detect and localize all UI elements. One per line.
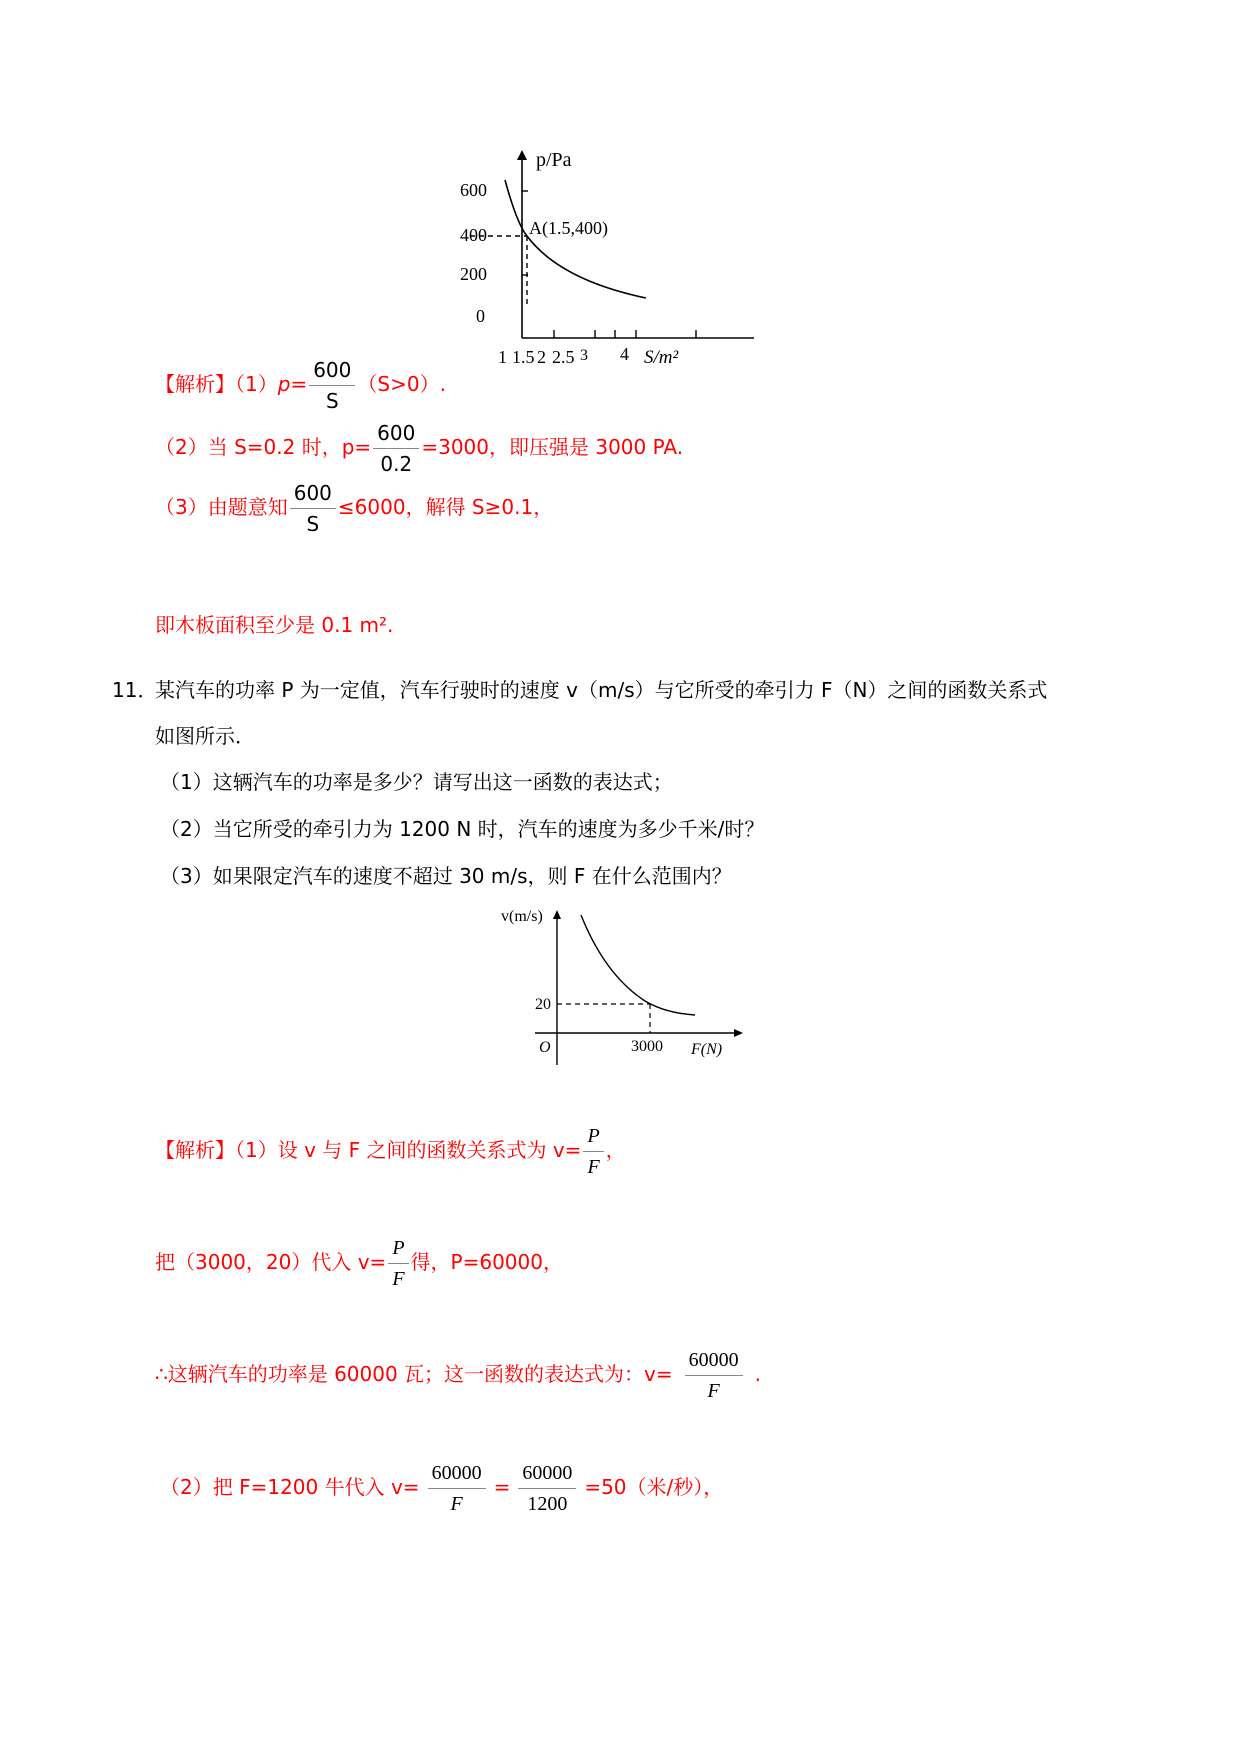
fraction: $\frac{60000}{F}$ bbox=[428, 1461, 486, 1516]
x-axis-arrow bbox=[734, 1029, 743, 1037]
y-tick-label: 600 bbox=[460, 180, 487, 200]
solution2-line2: 把（3000，20）代入 v= $\frac{P}{F}$ 得，P=60000， bbox=[155, 1237, 563, 1290]
x-tick-label: 2.5 bbox=[552, 347, 575, 367]
y-tick-label: 0 bbox=[476, 306, 485, 326]
origin-label: O bbox=[539, 1039, 551, 1056]
x-tick-label: 3 bbox=[580, 347, 588, 364]
analysis-label: 【解析】（1）设 v 与 F 之间的函数关系式为 v= bbox=[155, 1138, 582, 1162]
y-tick-label: 400 bbox=[460, 225, 487, 245]
y-axis-label: p/Pa bbox=[536, 149, 572, 171]
fraction: $\frac{600}{S}$ bbox=[309, 358, 355, 413]
velocity-force-graph bbox=[495, 905, 745, 1075]
y-axis-arrow bbox=[553, 910, 561, 919]
point-a-label: A(1.5,400) bbox=[529, 218, 608, 238]
solution1-line4: 即木板面积至少是 0.1 m². bbox=[155, 613, 394, 637]
question-part1: （1）这辆汽车的功率是多少？请写出这一函数的表达式； bbox=[160, 770, 673, 794]
x-axis-label: F(N) bbox=[691, 1041, 723, 1058]
fraction: $\frac{600}{S}$ bbox=[290, 481, 336, 536]
pressure-area-graph bbox=[460, 149, 790, 380]
x-tick-label: 1.5 bbox=[512, 347, 535, 367]
x-tick-label: 3000 bbox=[631, 1038, 663, 1055]
y-axis-arrow bbox=[517, 150, 527, 160]
analysis-label: 【解析】（1） bbox=[155, 372, 278, 396]
question-part2: （2）当它所受的牵引力为 1200 N 时，汽车的速度为多少千米/时？ bbox=[160, 817, 765, 841]
question-stem-line2: 如图所示． bbox=[155, 724, 255, 748]
y-tick-label: 20 bbox=[535, 996, 551, 1013]
hyperbola-curve bbox=[581, 915, 695, 1015]
x-axis-label: S/m² bbox=[644, 347, 679, 368]
question-stem-line1: 某汽车的功率 P 为一定值，汽车行驶时的速度 v（m/s）与它所受的牵引力 F（N）之间的函数关系式 bbox=[155, 678, 1048, 702]
solution2-line3: ∴这辆汽车的功率是 60000 瓦；这一函数的表达式为：v= $\frac{60000}{F}$ . bbox=[155, 1349, 762, 1402]
fraction: $\frac{60000}{F}$ bbox=[685, 1348, 743, 1403]
y-axis-label: v(m/s) bbox=[501, 908, 543, 925]
y-tick-label: 200 bbox=[460, 264, 487, 284]
var-p: p bbox=[277, 372, 291, 396]
question-number: 11． bbox=[112, 678, 158, 702]
solution1-line3: （3）由题意知 $\frac{600}{S}$ ≤6000，解得 S≥0.1， bbox=[155, 481, 554, 536]
fraction: $\frac{60000}{1200}$ bbox=[518, 1461, 576, 1516]
solution2-line4: （2）把 F=1200 牛代入 v= $\frac{60000}{F}$ = $\frac{60000}{1200}$ =50（米/秒）， bbox=[160, 1462, 724, 1515]
solution1-line2: （2）当 S=0.2 时，p= $\frac{600}{0.2}$ =3000，即压强是 3000 PA. bbox=[155, 421, 684, 476]
question-part3: （3）如果限定汽车的速度不超过 30 m/s，则 F 在什么范围内？ bbox=[160, 864, 732, 888]
solution2-line1: 【解析】（1）设 v 与 F 之间的函数关系式为 v= $\frac{P}{F}$ ， bbox=[155, 1125, 626, 1178]
x-tick-label: 2 bbox=[537, 347, 546, 367]
fraction: $\frac{P}{F}$ bbox=[583, 1124, 603, 1179]
hyperbola-curve bbox=[505, 180, 646, 298]
fraction: $\frac{P}{F}$ bbox=[388, 1236, 408, 1291]
x-tick-label: 1 bbox=[498, 347, 507, 367]
solution1-line1: 【解析】（1）p= $\frac{600}{S}$ （S>0）. bbox=[155, 358, 446, 413]
fraction: $\frac{600}{0.2}$ bbox=[373, 421, 419, 476]
x-tick-label: 4 bbox=[620, 344, 629, 364]
